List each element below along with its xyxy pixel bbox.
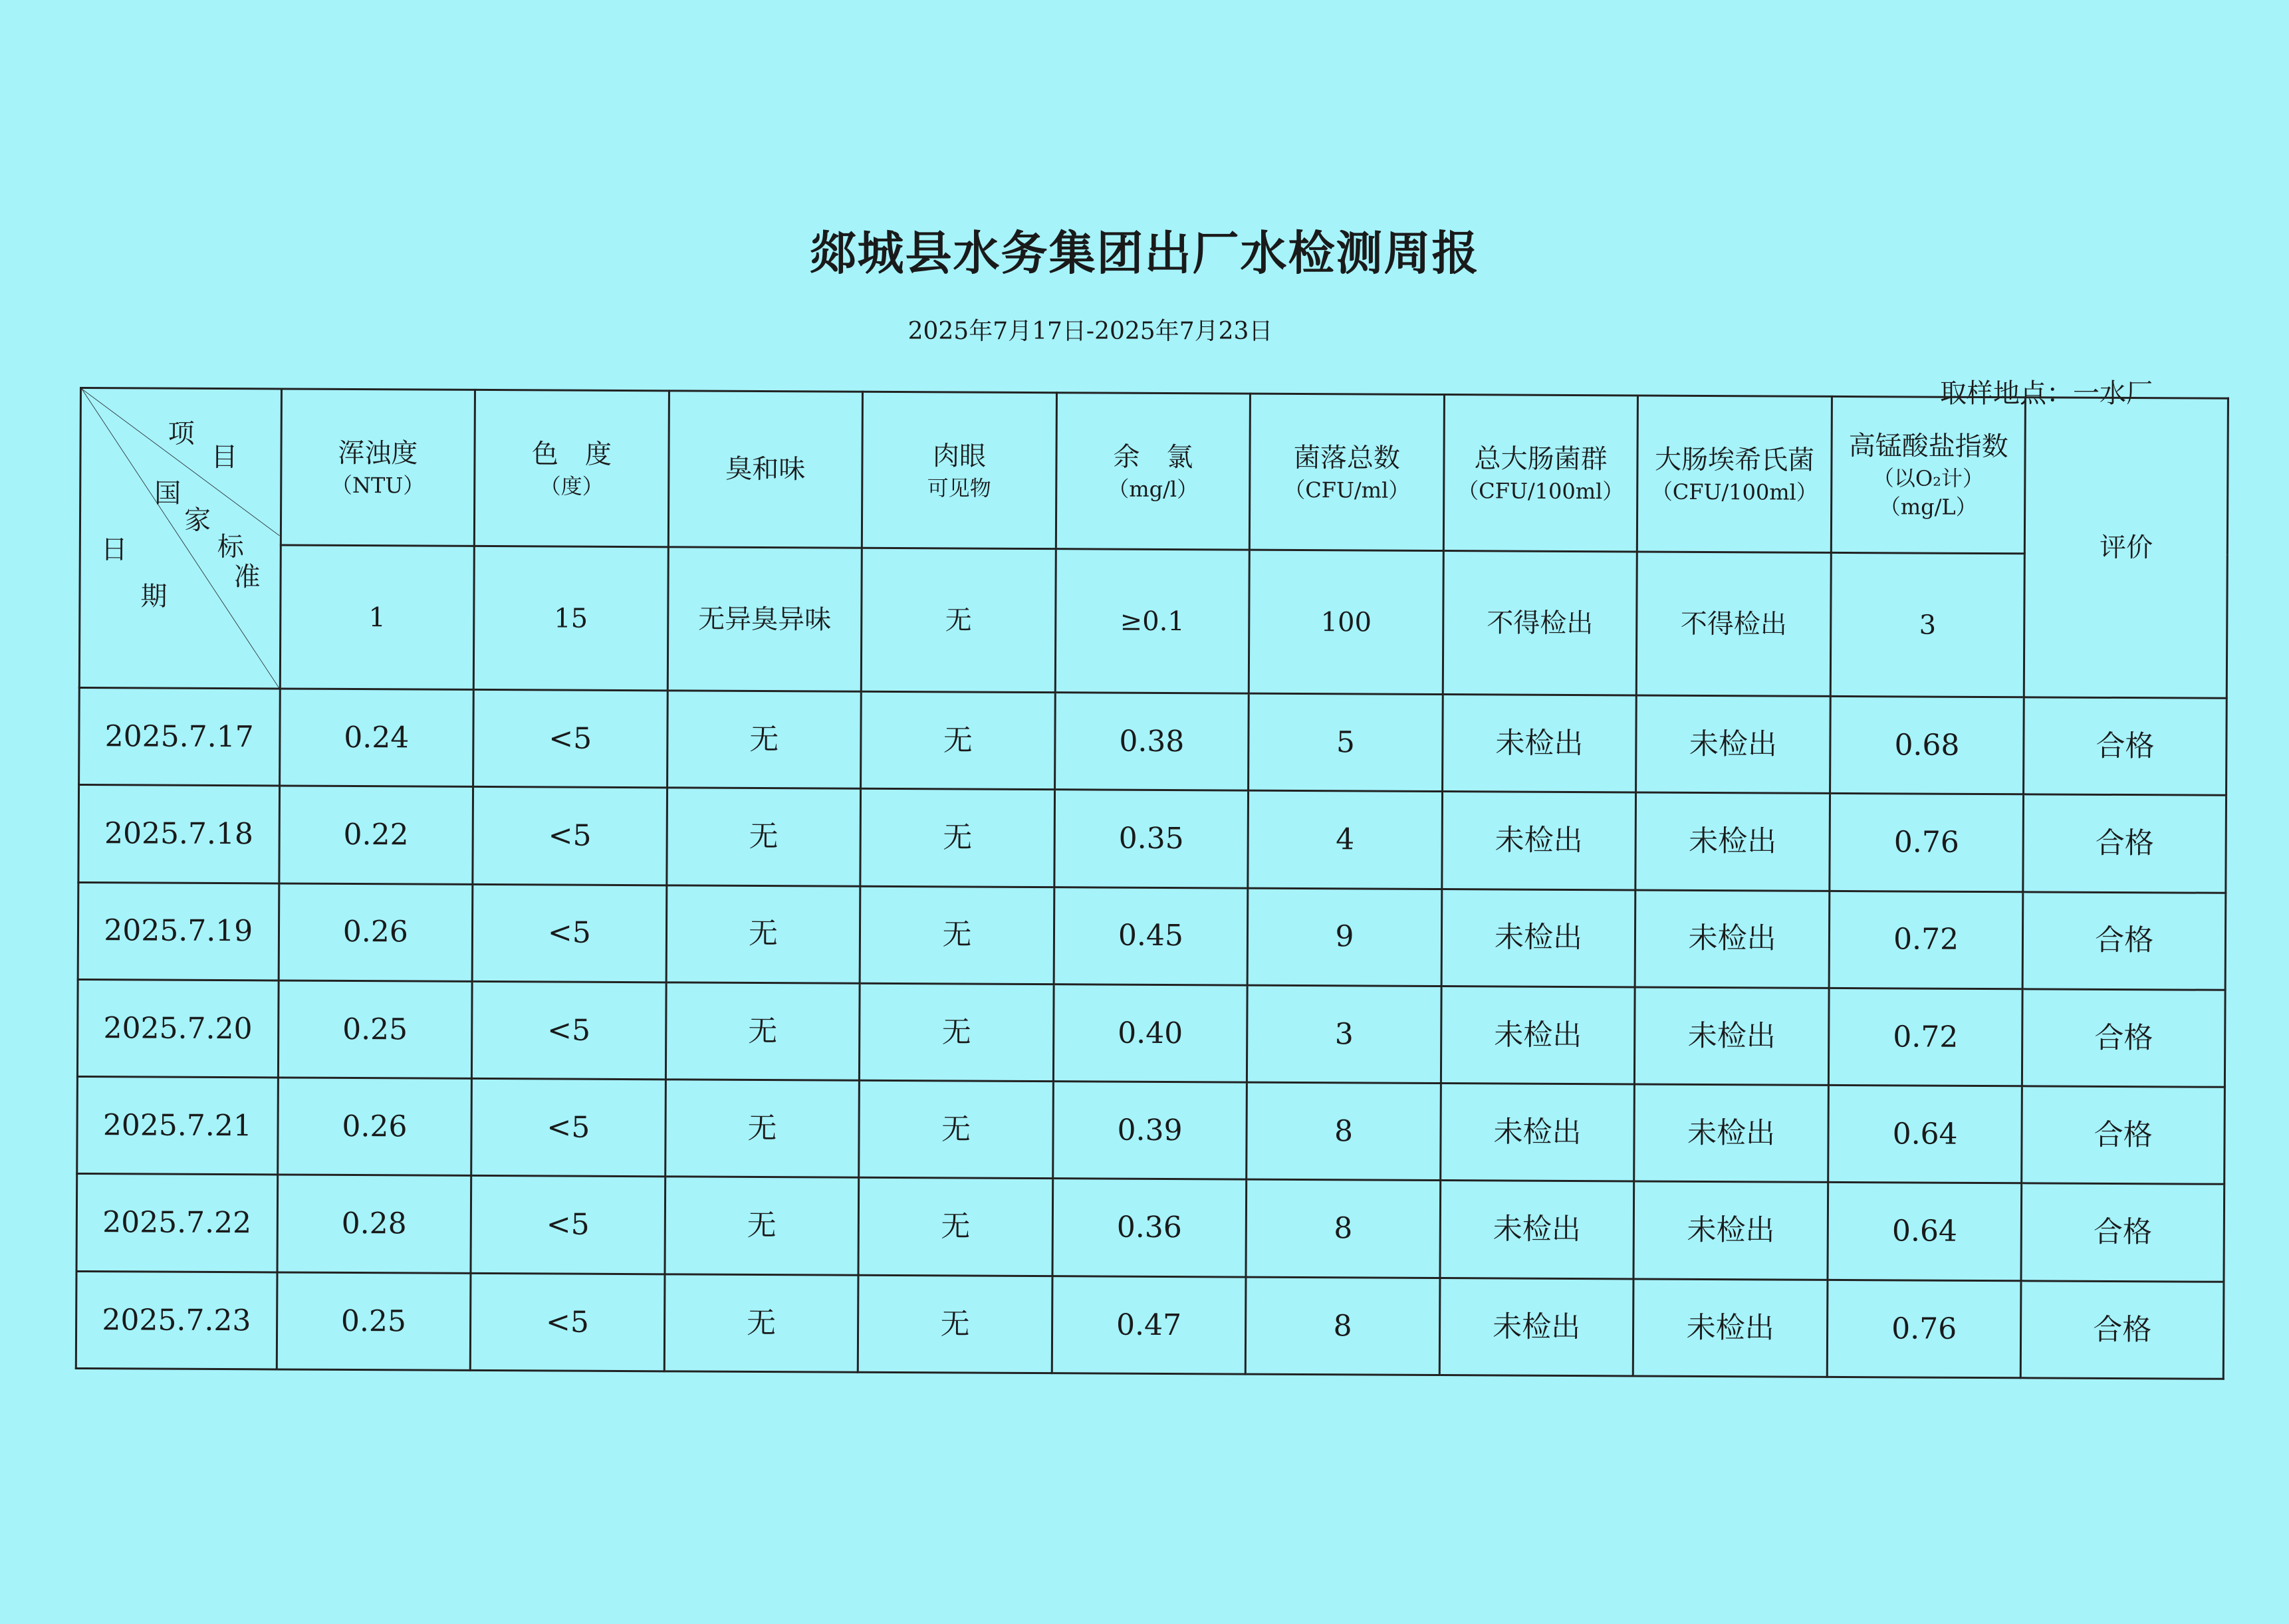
cell-value: 无 xyxy=(666,788,860,886)
column-name: 余 氯 xyxy=(1113,441,1193,473)
cell-value: 未检出 xyxy=(1440,1181,1634,1279)
row-date: 2025.7.20 xyxy=(77,979,278,1078)
cell-value: <5 xyxy=(472,981,666,1080)
sampling-site: 取样地点：一水厂 xyxy=(1940,378,2153,409)
column-unit: （NTU） xyxy=(330,472,425,499)
table-body xyxy=(76,388,2228,1379)
cell-value: <5 xyxy=(473,689,667,788)
cell-value: 未检出 xyxy=(1635,987,1829,1086)
cell-value: 未检出 xyxy=(1634,1084,1828,1183)
cell-value: 未检出 xyxy=(1636,695,1830,794)
table-row xyxy=(79,687,2227,795)
cell-value: 未检出 xyxy=(1442,694,1636,792)
report-title: 郯城县水务集团出厂水检测周报 xyxy=(809,226,1480,281)
cell-value: 0.35 xyxy=(1054,790,1249,888)
column-unit: （mg/l） xyxy=(1108,476,1199,502)
evaluation-header: 评价 xyxy=(2024,398,2229,698)
cell-value: 无 xyxy=(665,1177,859,1275)
row-evaluation: 合格 xyxy=(2022,1086,2225,1185)
cell-value: 0.28 xyxy=(277,1175,471,1273)
corner-label-standard: 家 xyxy=(183,505,211,536)
corner-label-standard: 准 xyxy=(233,562,261,593)
cell-value: 0.45 xyxy=(1054,887,1248,985)
column-unit: （CFU/100ml） xyxy=(1457,477,1624,504)
cell-value: 无 xyxy=(858,1275,1052,1373)
cell-value: 无 xyxy=(666,885,860,983)
row-evaluation: 合格 xyxy=(2024,697,2227,796)
column-unit: （CFU/100ml） xyxy=(1651,479,1818,505)
cell-value: 0.36 xyxy=(1052,1179,1247,1277)
standard-value: 无 xyxy=(861,548,1056,693)
cell-value: 0.72 xyxy=(1828,988,2022,1086)
cell-value: <5 xyxy=(471,1078,665,1177)
column-name: 臭和味 xyxy=(725,453,806,485)
cell-value: <5 xyxy=(472,884,666,983)
column-name: 浑浊度 xyxy=(338,437,418,469)
cell-value: 未检出 xyxy=(1635,889,1829,988)
column-header xyxy=(1831,396,2026,554)
cell-value: 未检出 xyxy=(1633,1279,1828,1377)
column-unit: （度） xyxy=(539,473,604,499)
column-name: 总大肠菌群 xyxy=(1474,443,1608,475)
report-date-range: 2025年7月17日-2025年7月23日 xyxy=(907,318,1273,345)
cell-value: 无 xyxy=(860,886,1054,985)
cell-value: 0.26 xyxy=(279,883,473,981)
cell-value: 未检出 xyxy=(1635,792,1830,891)
cell-value: 无 xyxy=(858,1178,1052,1276)
cell-value: 0.26 xyxy=(277,1078,471,1176)
standard-value: 100 xyxy=(1249,550,1444,695)
column-header xyxy=(474,390,669,547)
cell-value: 无 xyxy=(860,983,1054,1082)
cell-value: 无 xyxy=(665,983,860,1081)
corner-label-standard: 国 xyxy=(154,478,181,509)
column-name: 大肠埃希氏菌 xyxy=(1654,444,1815,476)
corner-label-item: 目 xyxy=(211,441,238,473)
table-row xyxy=(77,1077,2225,1185)
table-row xyxy=(78,882,2226,990)
standard-row xyxy=(79,544,2227,698)
table-row xyxy=(78,785,2227,893)
cell-value: 0.39 xyxy=(1052,1082,1247,1180)
column-header xyxy=(281,389,475,546)
corner-label-standard: 标 xyxy=(217,532,244,563)
cell-value: 0.22 xyxy=(279,786,473,884)
column-name: 菌落总数 xyxy=(1293,442,1401,474)
standard-value: 无异臭异味 xyxy=(667,547,862,691)
cell-value: 0.76 xyxy=(1830,794,2024,892)
column-header xyxy=(1637,396,1832,553)
header-row xyxy=(80,388,2228,555)
row-evaluation: 合格 xyxy=(2021,1183,2224,1282)
cell-value: <5 xyxy=(471,1176,665,1274)
standard-value: 15 xyxy=(473,546,668,691)
cell-value: 5 xyxy=(1249,693,1443,792)
cell-value: 未检出 xyxy=(1439,1278,1633,1376)
cell-value: 0.76 xyxy=(1827,1280,2021,1378)
corner-header-cell xyxy=(79,388,281,689)
column-header xyxy=(1056,393,1251,550)
cell-value: 无 xyxy=(860,788,1054,887)
column-header xyxy=(1250,394,1445,551)
row-date: 2025.7.21 xyxy=(77,1077,278,1175)
column-unit: （以O₂计） xyxy=(1872,465,1985,492)
cell-value: 无 xyxy=(665,1080,859,1178)
cell-value: 0.38 xyxy=(1054,693,1249,791)
cell-value: <5 xyxy=(473,787,667,885)
cell-value: 8 xyxy=(1246,1179,1440,1278)
row-evaluation: 合格 xyxy=(2022,989,2225,1088)
cell-value: 8 xyxy=(1247,1082,1441,1181)
cell-value: 0.68 xyxy=(1830,696,2024,794)
column-name: 高锰酸盐指数 xyxy=(1848,431,2008,463)
cell-value: 8 xyxy=(1245,1277,1439,1375)
cell-value: 无 xyxy=(859,1080,1053,1179)
table-row xyxy=(77,979,2225,1087)
corner-label-date: 期 xyxy=(140,581,168,612)
cell-value: 0.40 xyxy=(1053,984,1247,1082)
standard-value: ≥0.1 xyxy=(1055,549,1250,693)
corner-label-item: 项 xyxy=(168,418,195,449)
row-evaluation: 合格 xyxy=(2021,1280,2224,1379)
column-header xyxy=(668,391,863,548)
table-row xyxy=(76,1271,2224,1379)
cell-value: 未检出 xyxy=(1441,889,1635,987)
cell-value: 4 xyxy=(1248,790,1442,889)
cell-value: 无 xyxy=(664,1274,858,1373)
cell-value: <5 xyxy=(470,1273,664,1371)
corner-label-date: 日 xyxy=(100,534,128,566)
row-date: 2025.7.23 xyxy=(76,1271,277,1369)
row-evaluation: 合格 xyxy=(2023,794,2226,893)
water-quality-table xyxy=(75,387,2229,1380)
cell-value: 未检出 xyxy=(1440,1084,1634,1182)
column-unit: （CFU/ml） xyxy=(1284,477,1410,503)
standard-value: 3 xyxy=(1830,553,2025,697)
column-unit: （mg/L） xyxy=(1879,494,1977,521)
standard-value: 不得检出 xyxy=(1637,552,1832,696)
column-name: 色 度 xyxy=(531,438,612,470)
cell-value: 0.64 xyxy=(1828,1183,2022,1281)
row-date: 2025.7.18 xyxy=(78,785,279,883)
cell-value: 无 xyxy=(861,691,1055,790)
row-date: 2025.7.22 xyxy=(76,1174,277,1272)
cell-value: 无 xyxy=(667,691,861,789)
row-date: 2025.7.17 xyxy=(79,687,280,786)
standard-value: 1 xyxy=(280,545,475,689)
table-row xyxy=(76,1174,2225,1282)
cell-value: 0.64 xyxy=(1828,1085,2022,1183)
cell-value: 未检出 xyxy=(1441,986,1635,1084)
cell-value: 0.72 xyxy=(1829,891,2023,989)
column-name: 肉眼 xyxy=(932,440,987,472)
column-header xyxy=(862,392,1056,549)
cell-value: 0.25 xyxy=(278,981,472,1079)
cell-value: 3 xyxy=(1247,985,1441,1084)
cell-value: 0.24 xyxy=(279,689,473,787)
column-header xyxy=(1443,395,1638,552)
cell-value: 0.25 xyxy=(277,1272,471,1371)
cell-value: 未检出 xyxy=(1442,792,1636,890)
cell-value: 9 xyxy=(1247,888,1441,986)
standard-value: 不得检出 xyxy=(1443,551,1637,695)
cell-value: 0.47 xyxy=(1052,1276,1246,1374)
row-evaluation: 合格 xyxy=(2022,891,2225,990)
cell-value: 未检出 xyxy=(1633,1181,1828,1280)
row-date: 2025.7.19 xyxy=(78,882,279,981)
column-unit: 可见物 xyxy=(927,475,991,501)
